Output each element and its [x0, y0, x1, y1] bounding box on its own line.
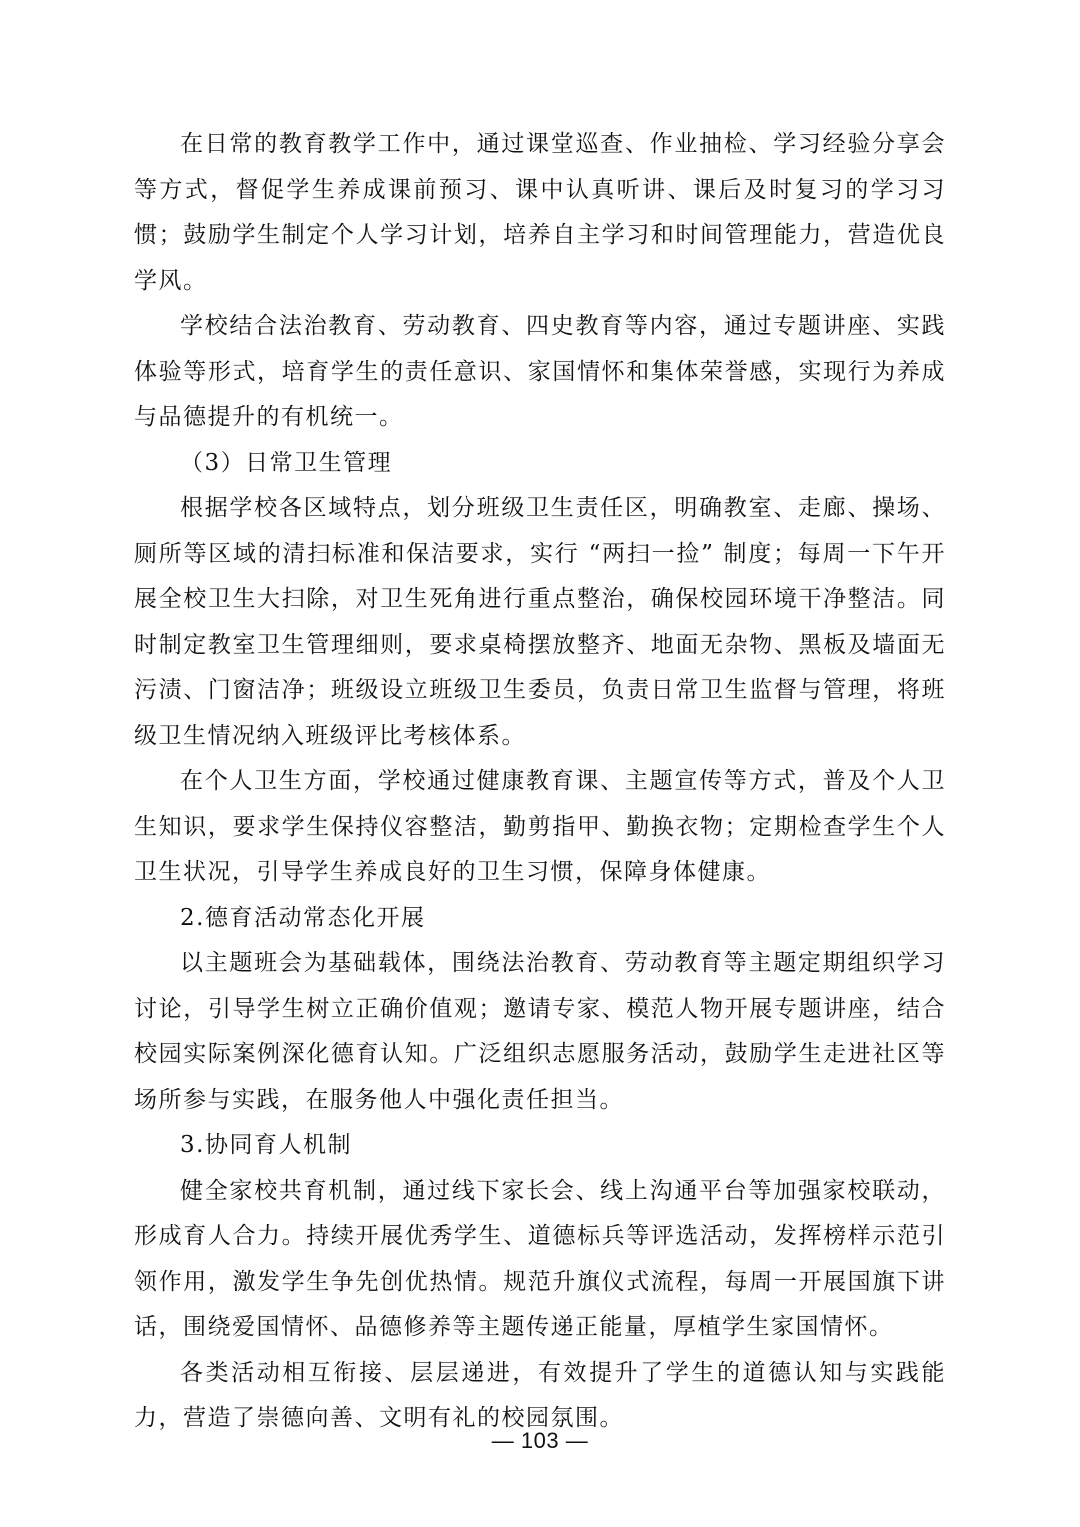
paragraph: 在个人卫生方面，学校通过健康教育课、主题宣传等方式，普及个人卫生知识，要求学生保持仪容整洁，勤剪指甲、勤换衣物；定期检查学生个人卫生状况，引导学生养成良好的卫生习惯，保障身体健康。: [134, 768, 946, 885]
paragraph: 学校结合法治教育、劳动教育、四史教育等内容，通过专题讲座、实践体验等形式，培育学生的责任意识、家国情怀和集体荣誉感，实现行为养成与品德提升的有机统一。: [134, 313, 946, 430]
paragraph: 根据学校各区域特点，划分班级卫生责任区，明确教室、走廊、操场、厕所等区域的清扫标准和保洁要求，实行 “两扫一捡” 制度；每周一下午开展全校卫生大扫除，对卫生死角进行重点整治，确保校园环境干净整洁。同时制定教室卫生管理细则，要求桌椅摆放整齐、地面无杂物、黑板及墙面无污渍、门窗洁净；班级设立班级卫生委员，负责日常卫生监督与管理，将班级卫生情况纳入班级评比考核体系。: [134, 495, 946, 749]
paragraph: 以主题班会为基础载体，围绕法治教育、劳动教育等主题定期组织学习讨论，引导学生树立正确价值观；邀请专家、模范人物开展专题讲座，结合校园实际案例深化德育认知。广泛组织志愿服务活动，鼓励学生走进社区等场所参与实践，在服务他人中强化责任担当。: [134, 950, 946, 1113]
section-heading: 3.协同育人机制: [180, 1132, 352, 1158]
document-body: [134, 122, 946, 1442]
paragraph: 在日常的教育教学工作中，通过课堂巡查、作业抽检、学习经验分享会等方式，督促学生养成课前预习、课中认真听讲、课后及时复习的学习习惯；鼓励学生制定个人学习计划，培养自主学习和时间管理能力，营造优良学风。: [134, 131, 946, 294]
section-heading: （3）日常卫生管理: [180, 449, 393, 476]
section-heading: 2.德育活动常态化开展: [180, 904, 426, 931]
paragraph: 健全家校共育机制，通过线下家长会、线上沟通平台等加强家校联动，形成育人合力。持续开展优秀学生、道德标兵等评选活动，发挥榜样示范引领作用，激发学生争先创优热情。规范升旗仪式流程，每周一开展国旗下讲话，围绕爱国情怀、品德修养等主题传递正能量，厚植学生家国情怀。: [134, 1177, 946, 1340]
paragraph: 各类活动相互衔接、层层递进，有效提升了学生的道德认知与实践能力，营造了崇德向善、文明有礼的校园氛围。: [134, 1359, 946, 1431]
page-number: — 103 —: [491, 1428, 589, 1453]
